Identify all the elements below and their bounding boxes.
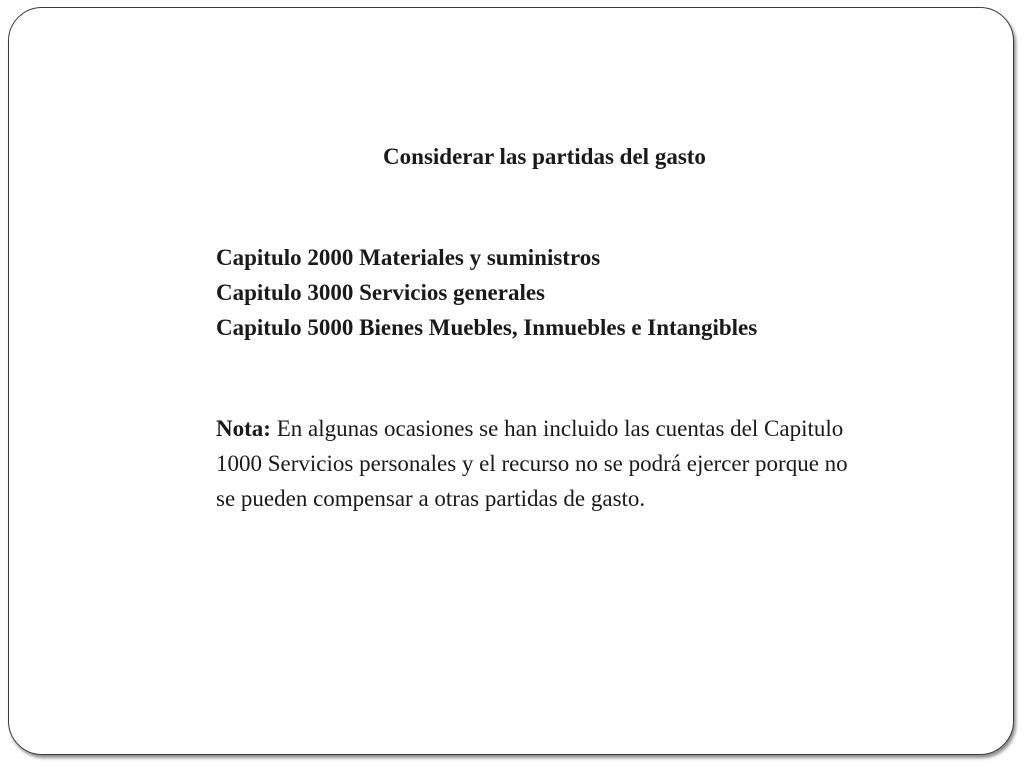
chapter-item-2000: Capitulo 2000 Materiales y suministros <box>216 245 601 270</box>
slide-title: Considerar las partidas del gasto <box>383 144 706 169</box>
chapter-item-5000: Capitulo 5000 Bienes Muebles, Inmuebles e Intangibles <box>216 315 758 340</box>
chapter-list <box>216 240 757 345</box>
chapter-item-3000: Capitulo 3000 Servicios generales <box>216 280 545 305</box>
note-text: En algunas ocasiones se han incluido las cuentas del Capitulo 1000 Servicios personales y el recurso no se podrá ejercer porque no se pueden compensar a otras partidas de gasto. <box>216 416 848 511</box>
note-label: Nota: <box>216 416 271 441</box>
note-paragraph <box>216 411 856 516</box>
